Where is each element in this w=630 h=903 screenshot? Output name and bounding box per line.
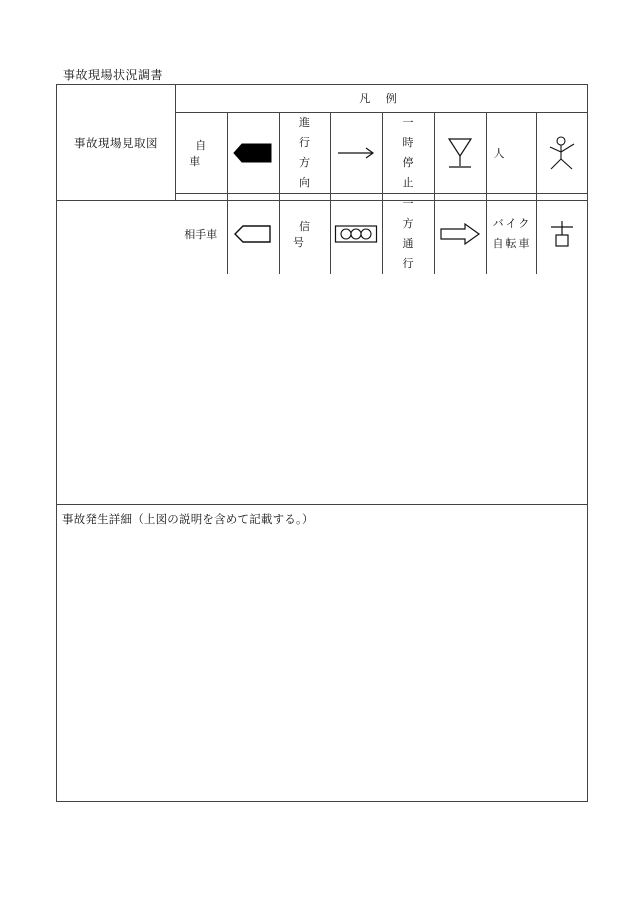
direction-line-2: 方 向 (299, 155, 322, 189)
document-title: 事故現場状況調書 (63, 68, 164, 82)
stop-symbol-cell (434, 112, 486, 193)
direction-line-1: 進 行 (299, 115, 322, 149)
legend-header (175, 85, 587, 112)
accident-details-area[interactable] (57, 505, 587, 801)
own-vehicle-symbol-cell (227, 112, 279, 193)
stop-label (382, 112, 434, 193)
stop-line-1: 一 時 (402, 115, 426, 149)
site-sketch-area[interactable] (57, 200, 587, 505)
direction-symbol-cell (330, 112, 382, 193)
legend-block (57, 85, 587, 270)
person-icon (547, 135, 577, 171)
bike-line-1: バイク (492, 216, 532, 230)
signal-text: 信 号 (293, 219, 322, 249)
other-vehicle-text: 相手車 (184, 227, 218, 241)
stop-line-2: 停 止 (402, 155, 426, 189)
bike-line-2: 自転車 (492, 236, 532, 250)
right-arrow-icon (336, 146, 376, 160)
own-vehicle-label (175, 112, 227, 193)
person-label (486, 112, 536, 193)
accident-details-label: 事故発生詳細（上図の説明を含めて記載する。） (62, 512, 314, 526)
stop-sign-icon (445, 136, 475, 170)
own-vehicle-text: 自 車 (189, 138, 219, 168)
person-text: 人 (493, 146, 505, 160)
one-way-line-1: 一 方 (402, 196, 426, 230)
person-symbol-cell (536, 112, 587, 193)
report-frame (56, 84, 588, 802)
direction-label (279, 112, 330, 193)
one-way-line-2: 通 行 (402, 236, 426, 270)
site-sketch-label: 事故現場見取図 (57, 85, 176, 200)
filled-car-icon (233, 142, 273, 164)
legend-header-text: 凡 例 (359, 92, 403, 106)
